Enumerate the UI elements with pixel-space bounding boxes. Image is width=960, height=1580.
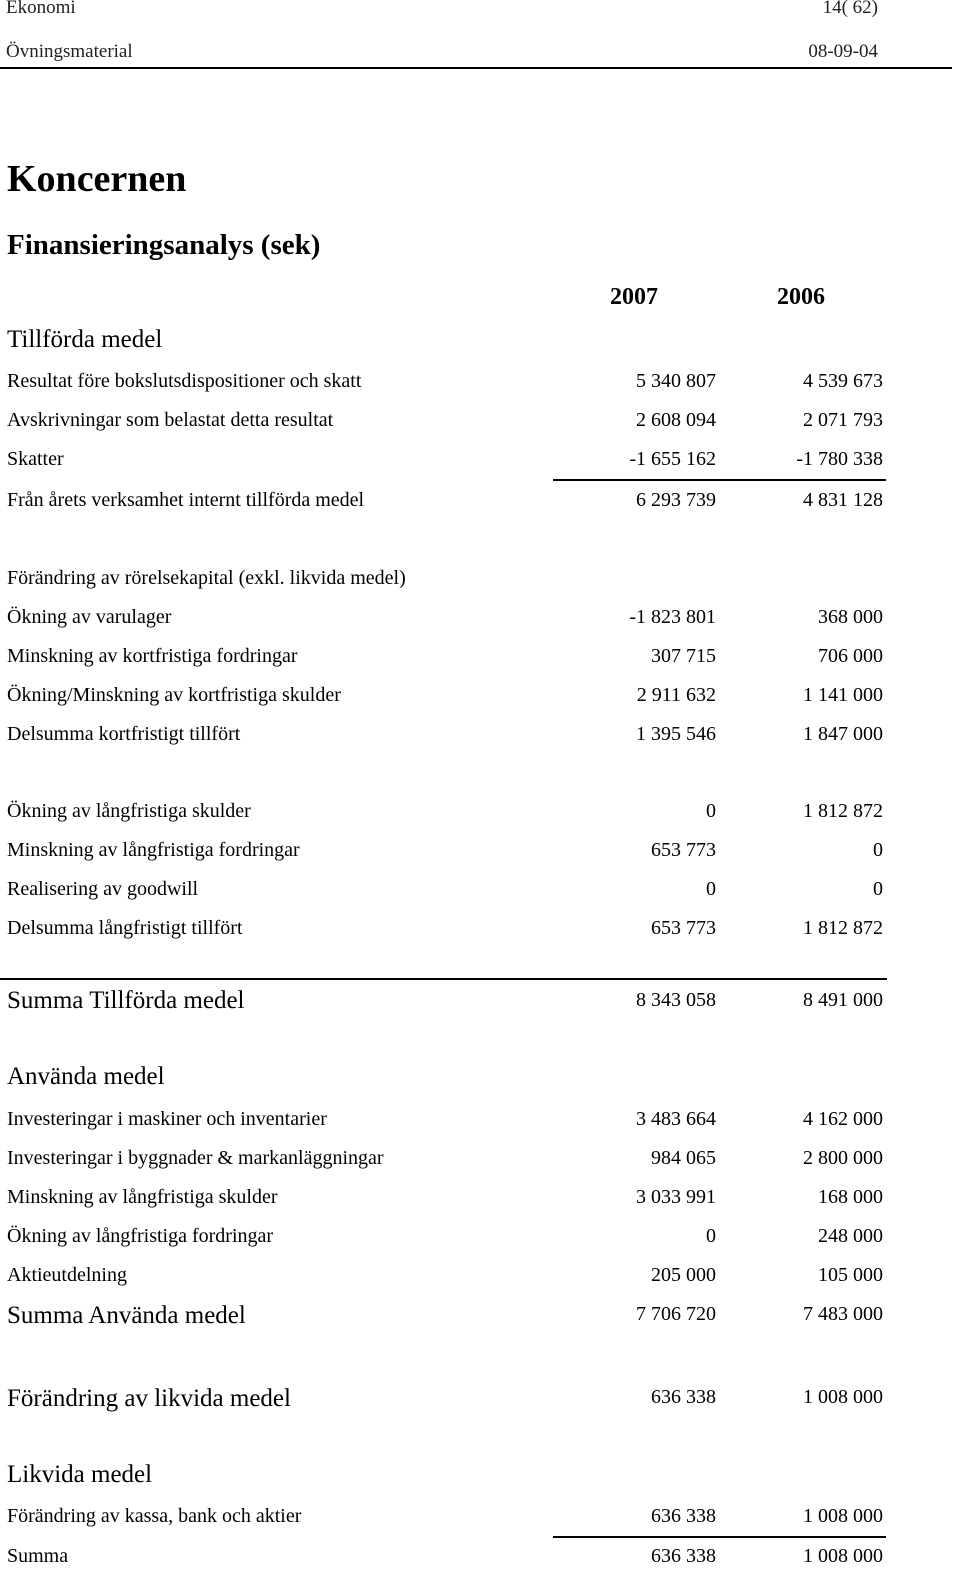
page-title: Koncernen [7,158,187,200]
value-2007: -1 655 162 [629,448,716,470]
value-2007: 205 000 [651,1264,716,1286]
total-2006: 8 491 000 [803,989,883,1011]
row-label: Realisering av goodwill [7,878,199,900]
value-2007: 3 033 991 [636,1186,716,1208]
row-label: Från årets verksamhet internt tillförda medel [7,489,365,511]
change-liquid-2007: 636 338 [651,1386,716,1408]
value-2007: 984 065 [651,1147,716,1169]
header-material: Övningsmaterial [6,41,133,62]
total-2006: 7 483 000 [803,1303,883,1325]
header-divider [0,67,952,69]
value-2006: 1 141 000 [803,684,883,706]
section-heading-likvida: Likvida medel [7,1461,153,1488]
total-label-tillforda: Summa Tillförda medel [7,987,245,1014]
row-label: Delsumma långfristigt tillfört [7,917,243,939]
value-2007: 653 773 [651,839,716,861]
section-heading-anvanda: Använda medel [7,1063,165,1090]
subtotal-rule [553,479,886,481]
value-2007: 6 293 739 [636,489,716,511]
value-2007: 3 483 664 [636,1108,716,1130]
value-2007: -1 823 801 [629,606,716,628]
value-2006: 706 000 [818,645,883,667]
row-label: Investeringar i maskiner och inventarier [7,1108,327,1130]
row-label: Ökning av varulager [7,606,172,628]
row-label: Minskning av kortfristiga fordringar [7,645,298,667]
row-label: Delsumma kortfristigt tillfört [7,723,241,745]
row-label: Investeringar i byggnader & markanläggningar [7,1147,384,1169]
total-label-summa: Summa [7,1545,69,1567]
row-label: Minskning av långfristiga fordringar [7,839,300,861]
value-2006: 1 812 872 [803,917,883,939]
page-subtitle: Finansieringsanalys (sek) [7,229,321,261]
value-2006: 4 831 128 [803,489,883,511]
value-2006: 105 000 [818,1264,883,1286]
value-2006: 368 000 [818,606,883,628]
row-label: Ökning av långfristiga fordringar [7,1225,274,1247]
section-heading-tillforda: Tillförda medel [7,326,163,353]
value-2006: 4 162 000 [803,1108,883,1130]
header-date: 08-09-04 [808,41,878,62]
total-label-anvanda: Summa Använda medel [7,1302,246,1329]
value-2007: 307 715 [651,645,716,667]
total-2007: 8 343 058 [636,989,716,1011]
value-2006: 168 000 [818,1186,883,1208]
year-header-2006: 2006 [777,284,825,310]
value-2007: 2 608 094 [636,409,716,431]
total-2006: 1 008 000 [803,1545,883,1567]
value-2007: 5 340 807 [636,370,716,392]
row-label: Avskrivningar som belastat detta resultat [7,409,334,431]
row-label: Ökning/Minskning av kortfristiga skulder [7,684,341,706]
change-liquid-2006: 1 008 000 [803,1386,883,1408]
value-2006: 0 [873,839,883,861]
total-2007: 7 706 720 [636,1303,716,1325]
value-2006: 1 008 000 [803,1505,883,1527]
year-header-2007: 2007 [610,284,658,310]
value-2006: 1 812 872 [803,800,883,822]
value-2006: 1 847 000 [803,723,883,745]
value-2006: -1 780 338 [796,448,883,470]
row-label: Resultat före bokslutsdispositioner och skatt [7,370,362,392]
value-2007: 1 395 546 [636,723,716,745]
value-2007: 0 [706,800,716,822]
row-label: Minskning av långfristiga skulder [7,1186,278,1208]
value-2006: 2 800 000 [803,1147,883,1169]
total-2007: 636 338 [651,1545,716,1567]
row-label: Skatter [7,448,64,470]
value-2006: 2 071 793 [803,409,883,431]
total-rule [0,978,887,980]
change-liquid-label: Förändring av likvida medel [7,1385,291,1412]
row-label: Förändring av kassa, bank och aktier [7,1505,302,1527]
value-2007: 0 [706,1225,716,1247]
value-2007: 653 773 [651,917,716,939]
value-2006: 248 000 [818,1225,883,1247]
value-2007: 2 911 632 [636,684,716,706]
row-label: Ökning av långfristiga skulder [7,800,251,822]
header-page-number: 14( 62) [822,0,878,18]
section-heading-rorelsekapital: Förändring av rörelsekapital (exkl. likvida medel) [7,567,406,589]
value-2006: 0 [873,878,883,900]
row-label: Aktieutdelning [7,1264,127,1286]
value-2007: 0 [706,878,716,900]
value-2007: 636 338 [651,1505,716,1527]
value-2006: 4 539 673 [803,370,883,392]
header-subject: Ekonomi [6,0,76,18]
subtotal-rule [553,1536,886,1538]
